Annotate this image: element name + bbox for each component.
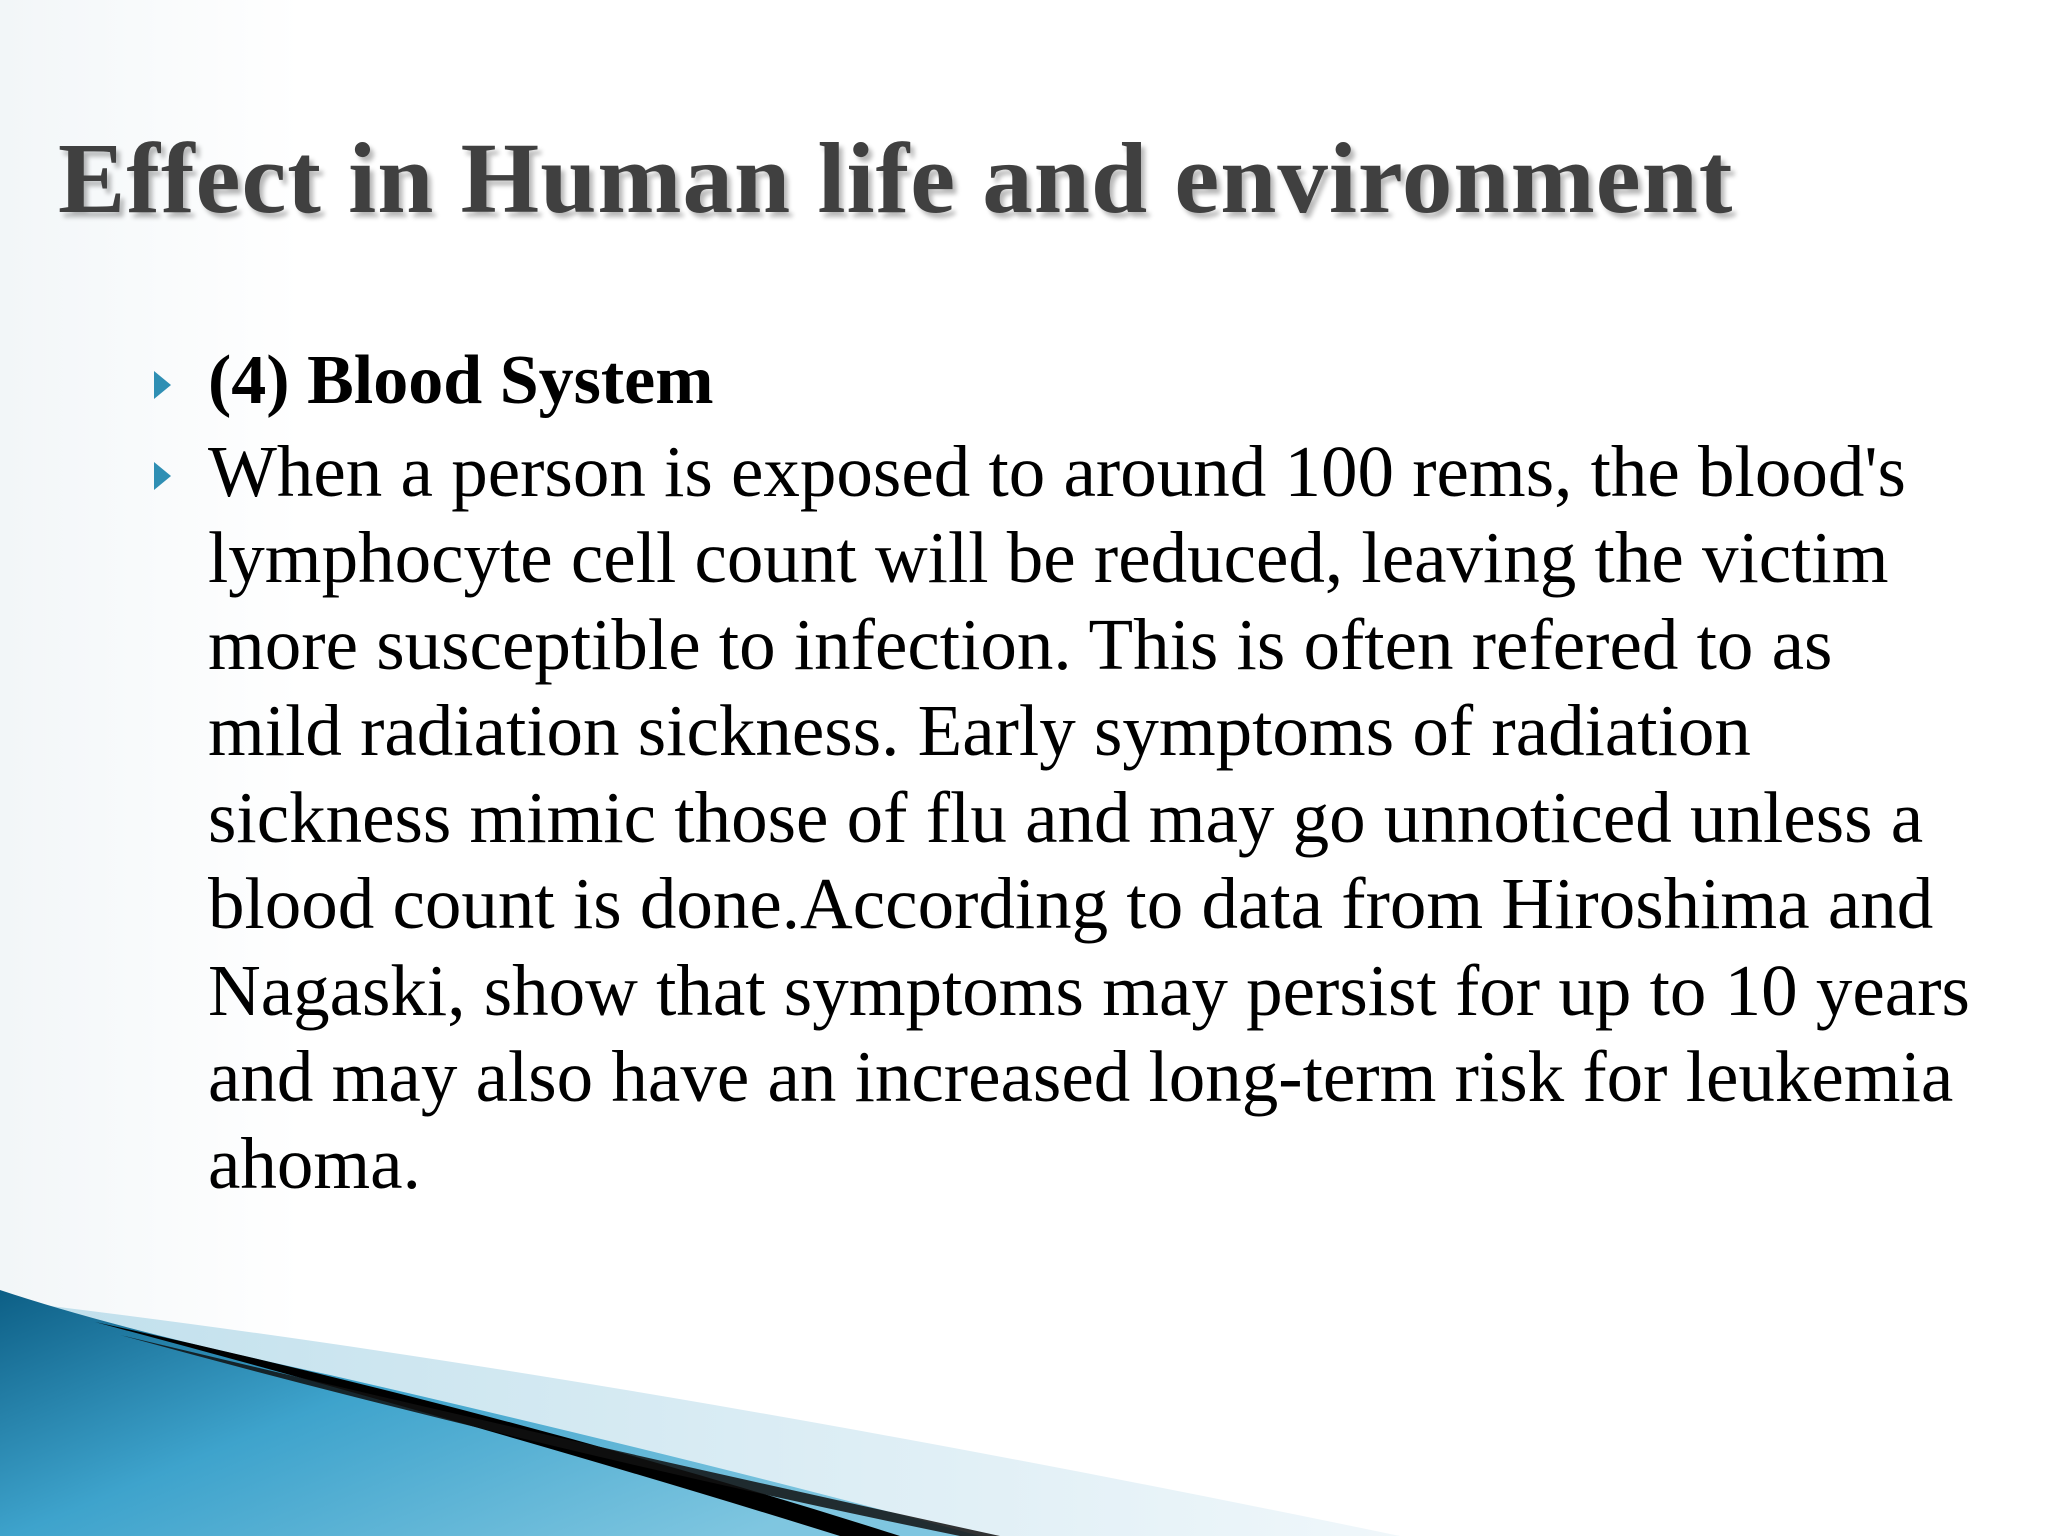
right-triangle-bullet-icon <box>154 371 171 399</box>
slide-title: Effect in Human life and environment <box>58 122 1734 234</box>
bullet-body-text: When a person is exposed to around 100 rems, the blood's lymphocyte cell count will be reduced, leaving the victim more susceptible to infection. This is often refered to as mild radiation sickness. Early symptoms of radiation sickness mimic those of flu and may go unnoticed unless a blood count is done.According to data from Hiroshima and Nagaski, show that symptoms may persist for up to 10 years and may also have an increased long-term risk for leukemia ahoma. <box>208 430 1970 1204</box>
bullet-item-heading <box>150 338 1970 425</box>
bullet-item-body <box>150 429 1970 1208</box>
right-triangle-bullet-icon <box>154 462 171 490</box>
bullet-heading-text: (4) Blood System <box>208 342 714 419</box>
bullet-list <box>150 338 1970 1207</box>
